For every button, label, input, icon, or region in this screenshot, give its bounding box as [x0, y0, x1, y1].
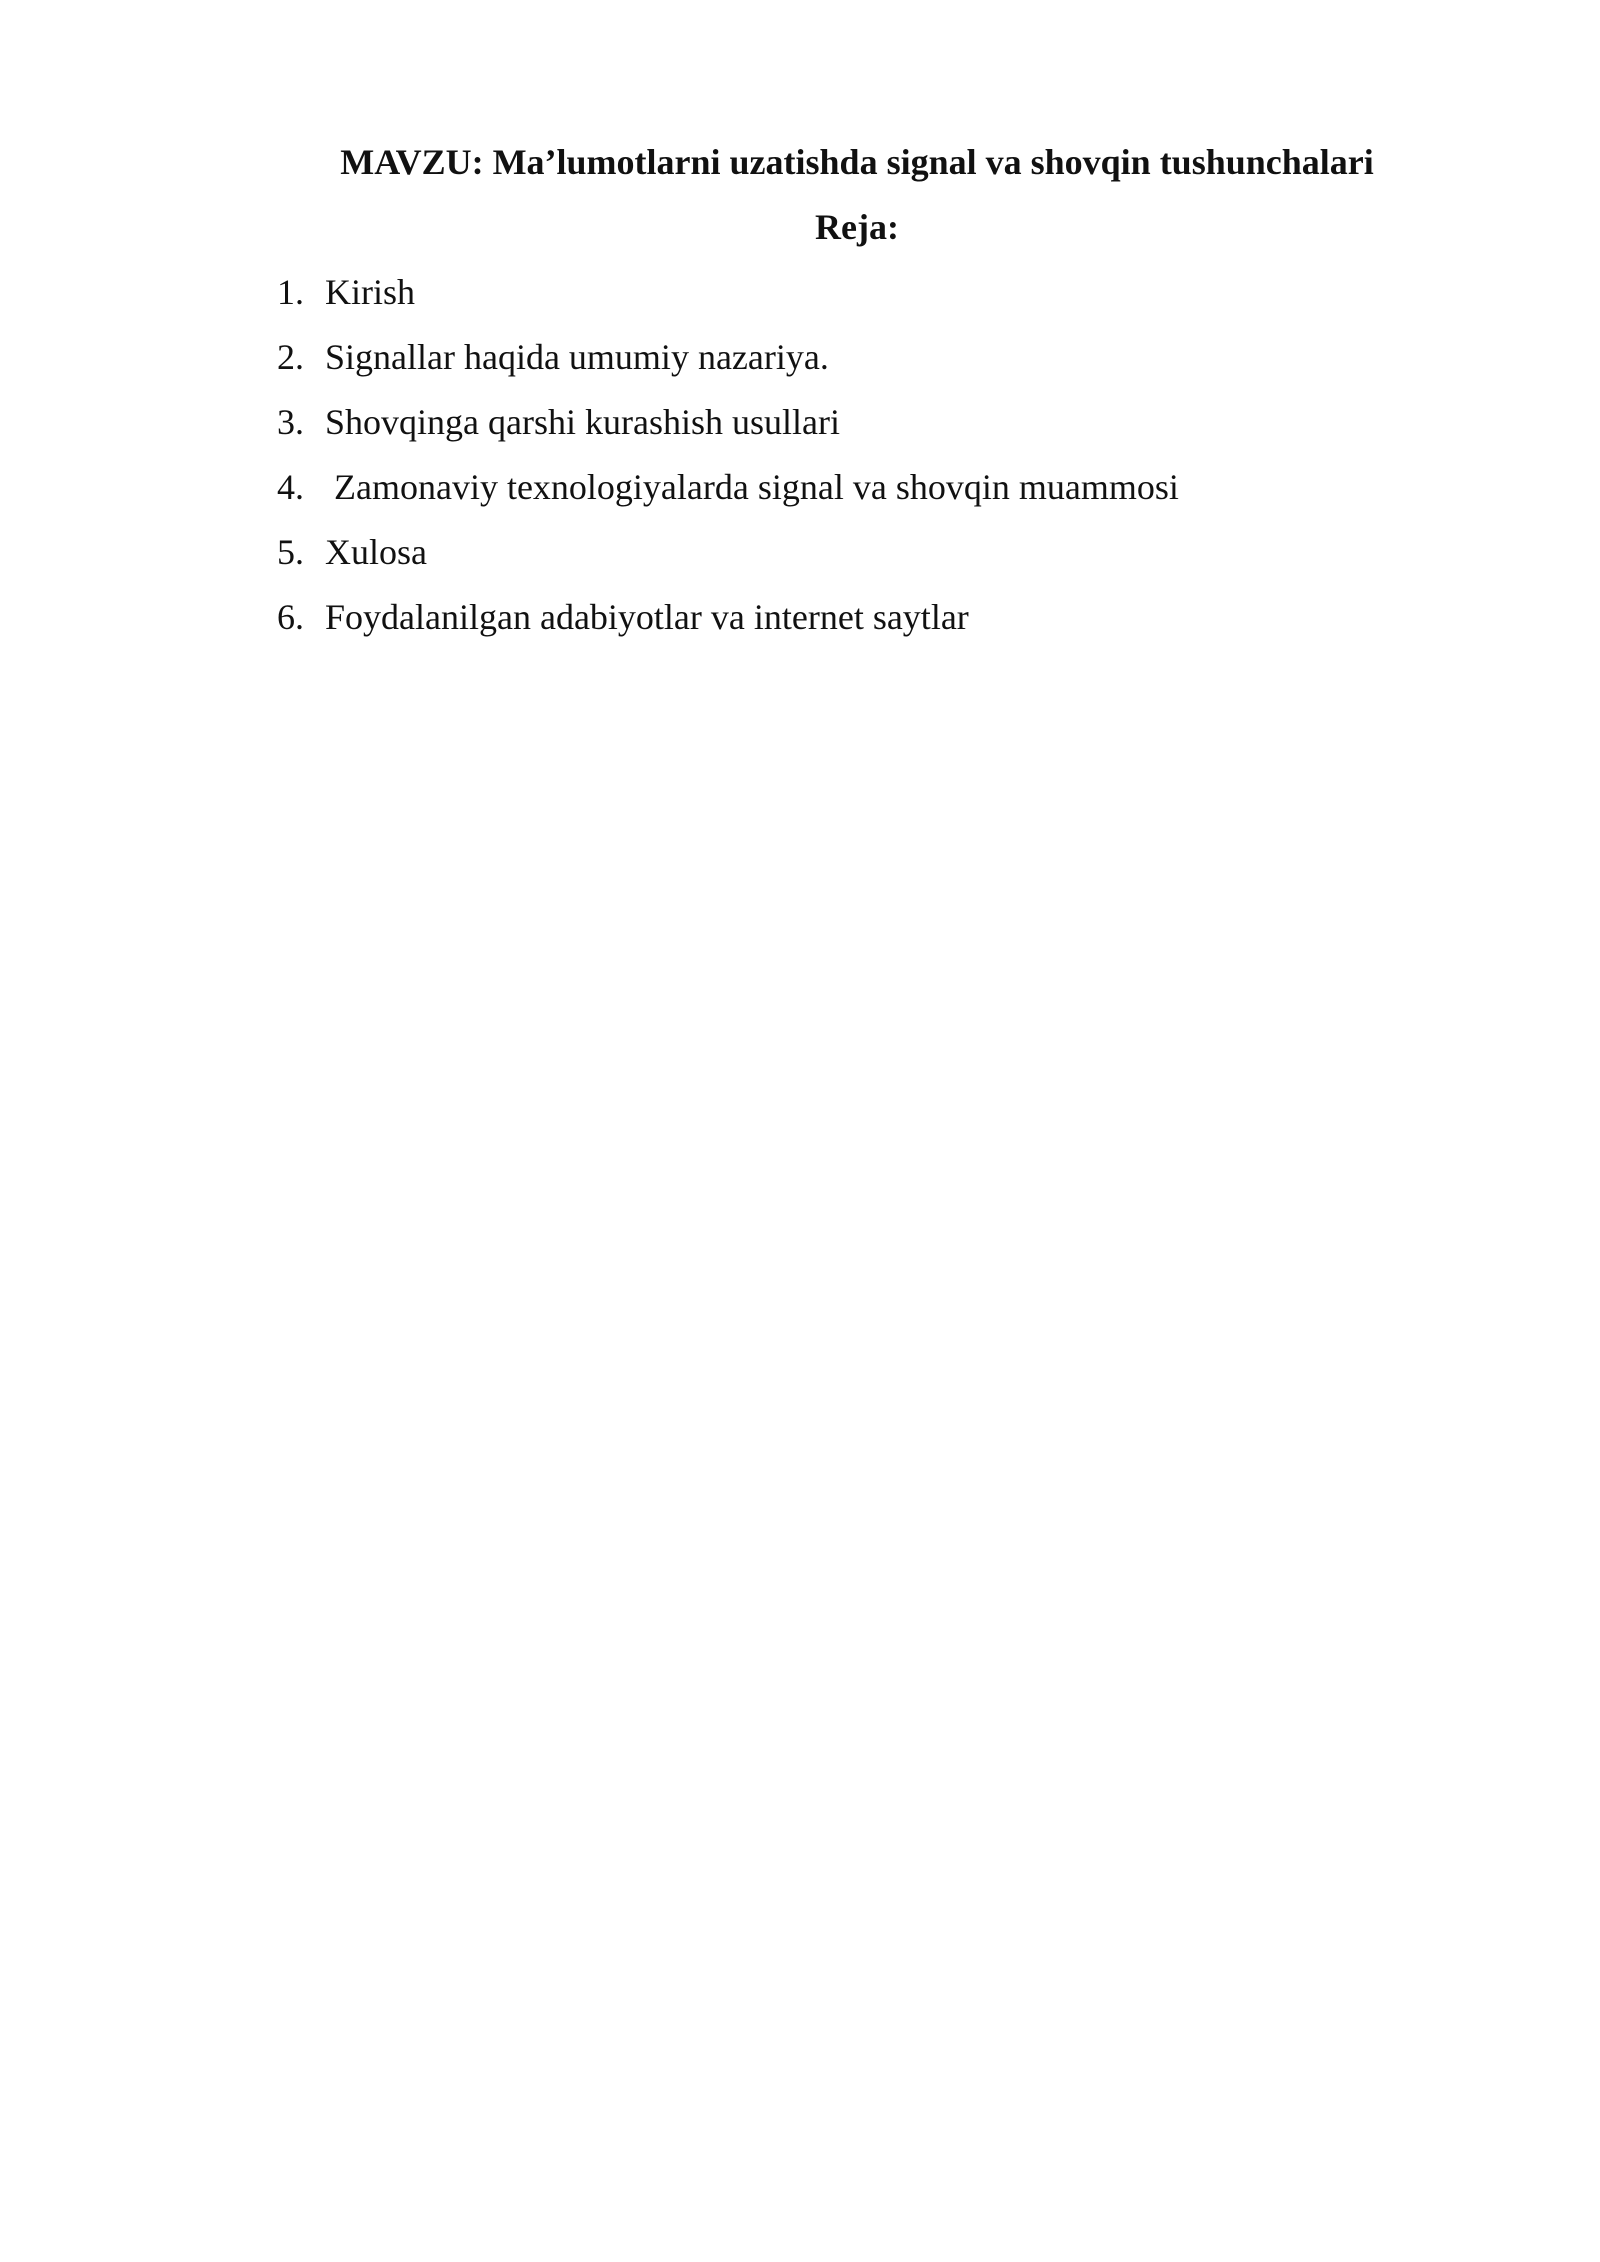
list-item [277, 398, 1179, 463]
list-item [277, 593, 1179, 658]
list-item-text: Kirish [325, 272, 415, 312]
list-item-text: Shovqinga qarshi kurashish usullari [325, 402, 840, 442]
list-item-text: Foydalanilgan adabiyotlar va internet saytlar [325, 597, 969, 637]
list-item-text: Signallar haqida umumiy nazariya. [325, 337, 829, 377]
list-item-number: 5. [277, 532, 304, 572]
list-item-text: Zamonaviy texnologiyalarda signal va shovqin muammosi [325, 467, 1179, 507]
list-item-number: 2. [277, 337, 304, 377]
list-item-text: Xulosa [325, 532, 427, 572]
page-title: MAVZU: Ma’lumotlarni uzatishda signal va shovqin tushunchalari [340, 142, 1374, 182]
list-item [277, 528, 1179, 593]
plan-list [277, 268, 1179, 658]
list-item-number: 1. [277, 272, 304, 312]
plan-heading: Reja: [815, 207, 899, 247]
list-item-number: 6. [277, 597, 304, 637]
list-item-number: 4. [277, 467, 304, 507]
list-item-number: 3. [277, 402, 304, 442]
list-item [277, 333, 1179, 398]
list-item [277, 463, 1179, 528]
list-item [277, 268, 1179, 333]
